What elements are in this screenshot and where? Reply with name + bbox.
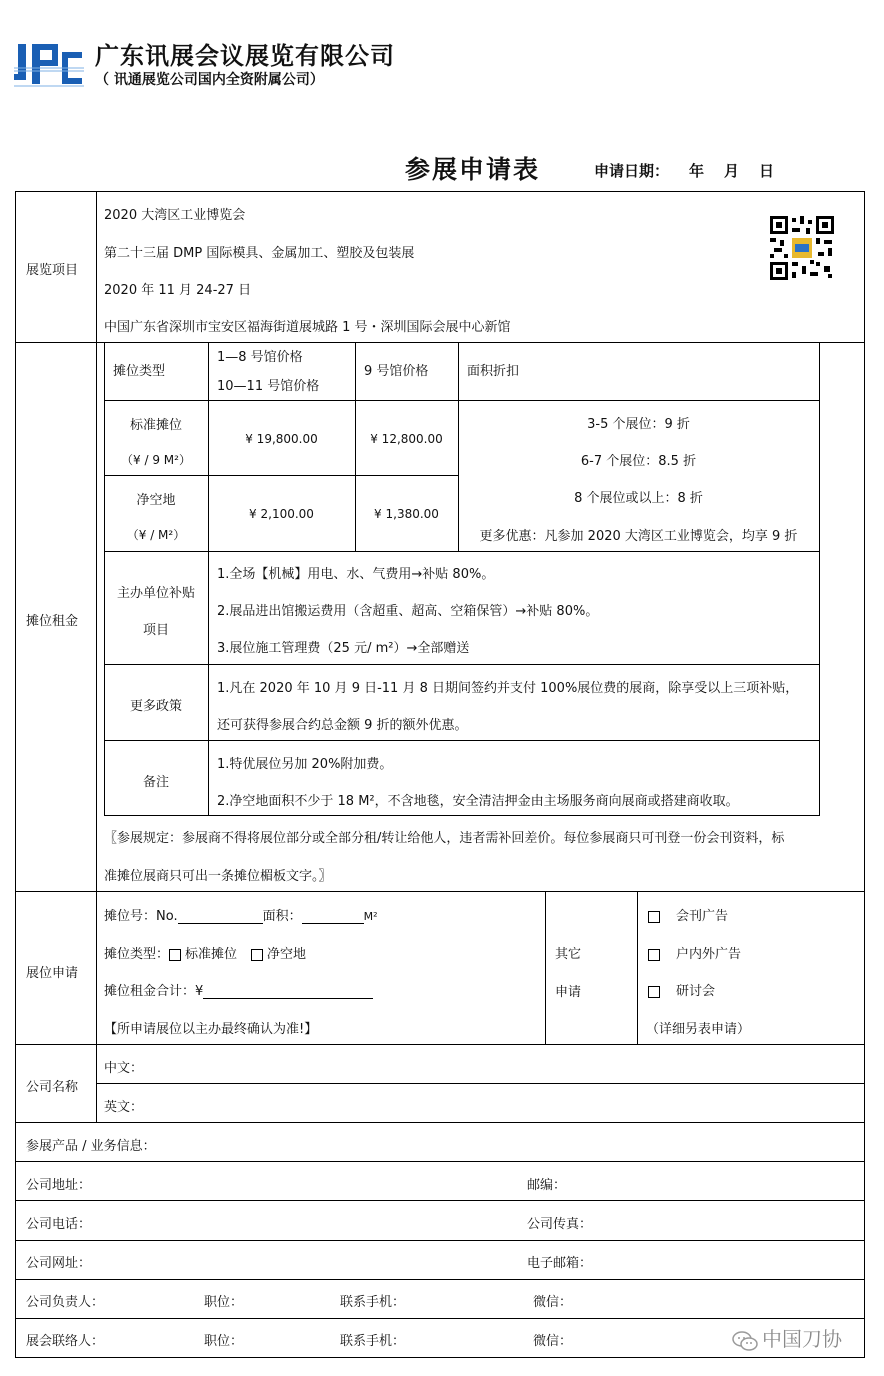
wechat-watermark <box>732 1323 842 1352</box>
project-venue: 中国广东省深圳市宝安区福海街道展城路 1 号・深圳国际会展中心新馆 <box>104 320 511 335</box>
email-field[interactable]: 电子邮箱： <box>527 1256 593 1271</box>
qr-code <box>770 216 834 280</box>
project-label: 展览项目 <box>26 263 79 278</box>
contact-position-field[interactable]: 职位： <box>204 1334 244 1349</box>
discount-item: 6-7 个展位：8.5 折 <box>580 454 697 469</box>
subsidy-item: 3.展位施工管理费（25 元/ m²）→全部赠送 <box>217 641 470 656</box>
catalog-ad-checkbox[interactable] <box>648 911 660 923</box>
outdoor-ad-label: 户内外广告 <box>676 947 742 962</box>
company-subtitle: （ 讯通展览公司国内全资附属公司） <box>95 72 324 88</box>
standard-booth-unit: （¥ / 9 M²） <box>121 453 191 467</box>
policy-label: 更多政策 <box>129 699 182 714</box>
products-field[interactable]: 参展产品 / 业务信息： <box>26 1139 156 1154</box>
seminar-checkbox[interactable] <box>648 986 660 998</box>
apply-date <box>594 160 774 181</box>
company-name: 广东讯展会议展览有限公司 <box>95 42 395 70</box>
booth-total-label: 摊位租金合计：¥ <box>104 984 204 999</box>
contact-mobile-field[interactable]: 联系手机： <box>340 1334 406 1349</box>
raw-space-option: 净空地 <box>267 947 307 962</box>
website-field[interactable]: 公司网址： <box>26 1256 92 1271</box>
booth-number-label: 摊位号：No. <box>104 909 178 924</box>
rent-header-type: 摊位类型 <box>113 364 166 379</box>
notes-label: 备注 <box>142 775 169 790</box>
rent-header-discount: 面积折扣 <box>467 364 520 379</box>
standard-booth-option: 标准摊位 <box>185 947 238 962</box>
wechat-icon <box>732 1330 758 1352</box>
policy-line: 1.凡在 2020 年 10 月 9 日-11 月 8 日期间签约并支付 100%展位费的展商，除享受以上三项补贴， <box>217 681 799 696</box>
postcode-field[interactable]: 邮编： <box>527 1178 567 1193</box>
subsidy-item: 1.全场【机械】用电、水、气费用→补贴 80%。 <box>217 567 495 582</box>
raw-space-unit: （¥ / M²） <box>126 528 186 542</box>
rent-header-hall1-l2: 10—11 号馆价格 <box>217 379 320 394</box>
other-application-note: （详细另表申请） <box>646 1022 751 1037</box>
rent-label: 摊位租金 <box>26 614 79 629</box>
policy-line: 还可获得参展合约总金额 9 折的额外优惠。 <box>217 718 468 733</box>
booth-application-label: 展位申请 <box>26 966 79 981</box>
company-name-en-field[interactable]: 英文： <box>104 1100 144 1115</box>
apply-date-day[interactable]: 日 <box>759 162 775 180</box>
subsidy-label-l2: 项目 <box>142 623 169 638</box>
address-field[interactable]: 公司地址： <box>26 1178 92 1193</box>
subsidy-label-l1: 主办单位补贴 <box>116 586 195 601</box>
apply-date-label: 申请日期： <box>594 162 670 180</box>
company-logo <box>14 38 84 90</box>
catalog-ad-label: 会刊广告 <box>676 909 729 924</box>
raw-space-checkbox[interactable] <box>251 949 263 961</box>
contact-wechat-field[interactable]: 微信： <box>533 1334 573 1349</box>
project-show-name: 第二十三届 DMP 国际模具、金属加工、塑胶及包装展 <box>104 246 415 261</box>
note-line: 2.净空地面积不少于 18 M²，不含地毯，安全清洁押金由主场服务商向展商或搭建商收取。 <box>217 794 739 809</box>
watermark-text: 中国刀协 <box>762 1327 842 1351</box>
booth-number-field[interactable] <box>178 910 263 924</box>
booth-total-field[interactable] <box>203 985 373 999</box>
rules-line: 准摊位展商只可出一条摊位楣板文字。〗 <box>104 869 332 884</box>
standard-booth-label: 标准摊位 <box>129 418 182 433</box>
other-option-row <box>648 943 741 962</box>
discount-item: 3-5 个展位：9 折 <box>587 417 690 432</box>
discount-item: 8 个展位或以上：8 折 <box>574 491 703 506</box>
other-option-row <box>648 905 728 924</box>
company-name-label: 公司名称 <box>26 1080 79 1095</box>
head-position-field[interactable]: 职位： <box>204 1295 244 1310</box>
head-mobile-field[interactable]: 联系手机： <box>340 1295 406 1310</box>
seminar-label: 研讨会 <box>676 984 716 999</box>
standard-price-hall1: ¥ 19,800.00 <box>245 432 318 446</box>
standard-booth-checkbox[interactable] <box>169 949 181 961</box>
subsidy-item: 2.展品进出馆搬运费用（含超重、超高、空箱保管）→补贴 80%。 <box>217 604 599 619</box>
rules-line: 〖参展规定：参展商不得将展位部分或全部分租/转让给他人，违者需补回差价。每位参展商只可刊登一份会刊资料，标 <box>104 831 785 846</box>
standard-price-hall9: ¥ 12,800.00 <box>370 432 443 446</box>
booth-area-unit: M² <box>363 910 378 923</box>
apply-date-month[interactable]: 月 <box>724 162 740 180</box>
project-expo-name: 2020 大湾区工业博览会 <box>104 208 246 223</box>
fax-field[interactable]: 公司传真： <box>527 1217 593 1232</box>
raw-price-hall9: ¥ 1,380.00 <box>374 507 439 521</box>
project-dates: 2020 年 11 月 24-27 日 <box>104 283 252 298</box>
booth-area-field[interactable] <box>302 910 364 924</box>
phone-field[interactable]: 公司电话： <box>26 1217 92 1232</box>
booth-area-label: 面积： <box>262 909 302 924</box>
contact-field[interactable]: 展会联络人： <box>26 1334 105 1349</box>
raw-price-hall1: ¥ 2,100.00 <box>249 507 314 521</box>
outdoor-ad-checkbox[interactable] <box>648 949 660 961</box>
booth-total-row <box>104 980 373 999</box>
raw-space-label: 净空地 <box>136 493 176 508</box>
booth-confirm-note: 【所申请展位以主办最终确认为准!】 <box>104 1022 318 1037</box>
booth-number-row <box>104 905 378 924</box>
booth-type-label: 摊位类型： <box>104 947 170 962</box>
other-application-l2: 申请 <box>555 985 582 1000</box>
head-field[interactable]: 公司负责人： <box>26 1295 105 1310</box>
other-application-l1: 其它 <box>555 947 582 962</box>
note-line: 1.特优展位另加 20%附加费。 <box>217 757 393 772</box>
head-wechat-field[interactable]: 微信： <box>533 1295 573 1310</box>
booth-type-row <box>104 943 306 962</box>
rent-header-hall9: 9 号馆价格 <box>364 364 429 379</box>
discount-item: 更多优惠：凡参加 2020 大湾区工业博览会，均享 9 折 <box>479 529 798 544</box>
other-option-row <box>648 980 715 999</box>
company-name-cn-field[interactable]: 中文： <box>104 1061 144 1076</box>
rent-header-hall1-l1: 1—8 号馆价格 <box>217 350 303 365</box>
apply-date-year[interactable]: 年 <box>689 162 705 180</box>
form-title: 参展申请表 <box>405 155 541 184</box>
